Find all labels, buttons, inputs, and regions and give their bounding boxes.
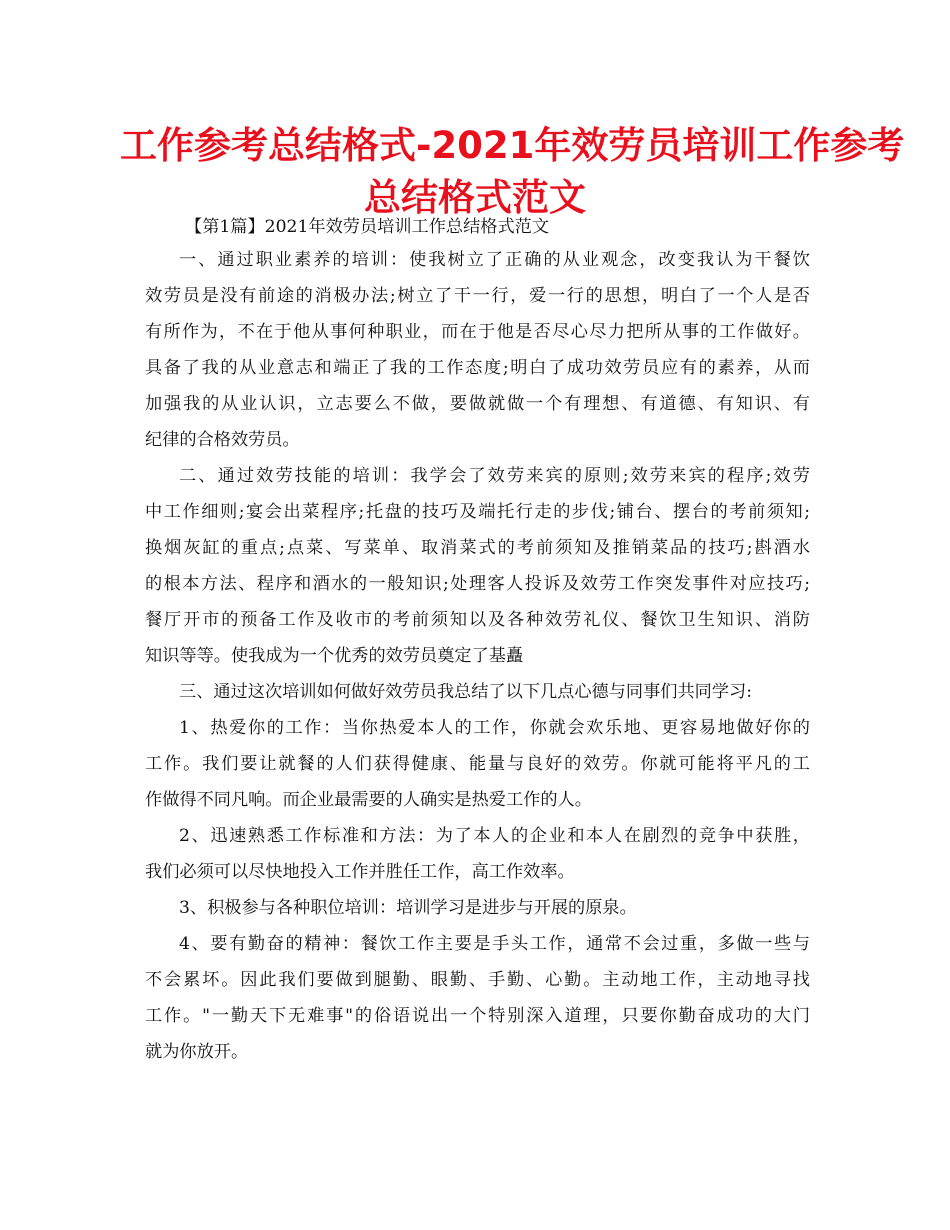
paragraph-line: 效劳员是没有前途的消极办法;树立了干一行，爱一行的思想，明白了一个人是否 (145, 286, 810, 306)
paragraph-line: 三、通过这次培训如何做好效劳员我总结了以下几点心德与同事们共同学习: (179, 682, 752, 702)
paragraph-line: 2、迅速熟悉工作标准和方法：为了本人的企业和本人在剧烈的竞争中获胜， (179, 826, 810, 846)
paragraph-line: 的根本方法、程序和酒水的一般知识;处理客人投诉及效劳工作突发事件对应技巧; (145, 574, 810, 594)
paragraph-1 (145, 242, 810, 458)
paragraph-line: 就为你放开。 (145, 1042, 249, 1062)
paragraph-line: 具备了我的从业意志和端正了我的工作态度;明白了成功效劳员应有的素养，从而 (145, 358, 810, 378)
paragraph-3 (145, 674, 810, 710)
paragraph-line: 有所作为，不在于他从事何种职业，而在于他是否尽心尽力把所从事的工作做好。 (145, 322, 810, 342)
paragraph-line: 作做得不同凡响。而企业最需要的人确实是热爱工作的人。 (145, 790, 592, 810)
title-line-2: 总结格式范文 (364, 176, 586, 219)
section-subtitle: 【第1篇】2021年效劳员培训工作总结格式范文 (185, 217, 550, 237)
paragraph-2 (145, 458, 810, 674)
paragraph-4 (145, 710, 810, 818)
paragraph-line: 工作。"一勤天下无难事"的俗语说出一个特别深入道理，只要你勤奋成功的大门 (145, 1006, 810, 1026)
paragraph-line: 中工作细则;宴会出菜程序;托盘的技巧及端托行走的步伐;铺台、摆台的考前须知; (145, 502, 810, 522)
paragraph-line: 1、热爱你的工作：当你热爱本人的工作，你就会欢乐地、更容易地做好你的 (179, 718, 810, 738)
paragraph-line: 我们必须可以尽快地投入工作并胜任工作，高工作效率。 (145, 862, 575, 882)
paragraph-line: 知识等等。使我成为一个优秀的效劳员奠定了基矗 (145, 646, 524, 666)
paragraph-line: 4、要有勤奋的精神：餐饮工作主要是手头工作，通常不会过重，多做一些与 (179, 934, 810, 954)
paragraph-5 (145, 818, 810, 890)
title-line-1: 工作参考总结格式-2021年效劳员培训工作参考 (120, 124, 905, 167)
paragraph-line: 纪律的合格效劳员。 (145, 430, 300, 450)
document-body (145, 212, 810, 1070)
paragraph-line: 不会累坏。因此我们要做到腿勤、眼勤、手勤、心勤。主动地工作，主动地寻找 (145, 970, 810, 990)
paragraph-line: 二、通过效劳技能的培训：我学会了效劳来宾的原则;效劳来宾的程序;效劳 (179, 466, 810, 486)
paragraph-line: 加强我的从业认识，立志要么不做，要做就做一个有理想、有道德、有知识、有 (145, 394, 810, 414)
paragraph-line: 一、通过职业素养的培训：使我树立了正确的从业观念，改变我认为干餐饮 (179, 250, 810, 270)
paragraph-6 (145, 890, 810, 926)
paragraph-line: 换烟灰缸的重点;点菜、写菜单、取消菜式的考前须知及推销菜品的技巧;斟酒水 (145, 538, 810, 558)
paragraph-line: 餐厅开市的预备工作及收市的考前须知以及各种效劳礼仪、餐饮卫生知识、消防 (145, 610, 810, 630)
paragraph-line: 工作。我们要让就餐的人们获得健康、能量与良好的效劳。你就可能将平凡的工 (145, 754, 810, 774)
paragraph-line: 3、积极参与各种职位培训：培训学习是进步与开展的原泉。 (179, 898, 637, 918)
paragraph-7 (145, 926, 810, 1070)
document-title (120, 120, 905, 224)
